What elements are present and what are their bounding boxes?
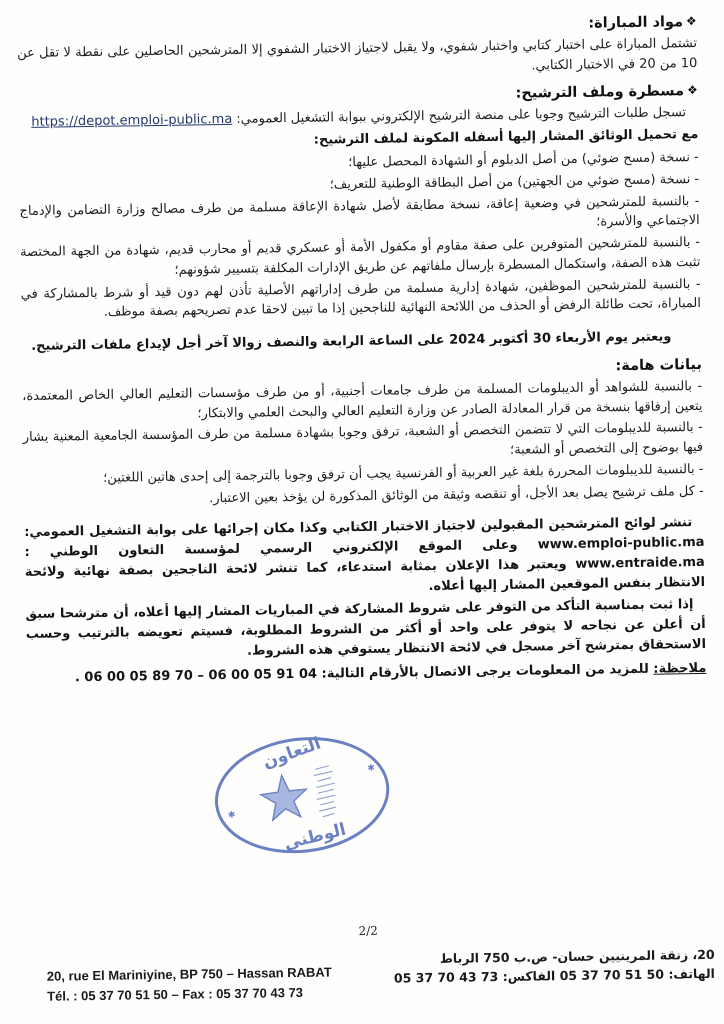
diamond-bullet-icon: ❖ (685, 13, 697, 29)
stamp-tughra-lines (313, 765, 339, 817)
footer-french-address: 20, rue El Mariniyine, BP 750 – Hassan RABAT (46, 964, 332, 984)
page-number: 2/2 (358, 923, 378, 939)
depot-link[interactable]: https://depot.emploi-public.ma (31, 111, 233, 130)
important-notes-heading: بيانات هامة: (615, 356, 702, 374)
remark-label: ملاحظة: (653, 660, 707, 677)
footer-tel-number: 05 37 70 51 50 (559, 966, 665, 984)
note-item: - بالنسبة للديبلومات التي لا تتضمن التخصص أو الشعبة، ترفق وجوبا بشهادة مسلمة من طرف المؤسسة الجامعية المعنية يشار فيها بوضوح إلى التخصص أو الشعبة؛ (22, 420, 704, 458)
remark-end: . (74, 669, 80, 685)
footer-french (47, 963, 332, 1006)
official-stamp (198, 710, 410, 882)
application-procedure-heading-text: مسطرة وملف الترشيح: (515, 82, 685, 102)
stamp-star-icon (259, 773, 309, 822)
document-item: - نسخة (مسح ضوئي) من أصل الدبلوم أو الشهادة المحصل عليها؛ (348, 149, 699, 171)
stamp-graphic (198, 710, 410, 882)
stamp-bottom-text: الوطني (282, 819, 349, 855)
publication-text: ويعتبر هذا الإعلان بمثابة استدعاء، كما تنشر لائحة الناجحين بصفة نهائية ولائحة الانتظار بنفس الموقعين المشار إليها أعلاه. (24, 556, 706, 594)
footer-arabic (394, 945, 716, 989)
phone-number: 06 00 05 89 70 (84, 668, 194, 685)
exam-subjects-heading-text: مواد المباراة: (588, 14, 684, 32)
document-item: - بالنسبة للمترشحين الموظفين، شهادة إدارية مسلمة من طرف إداراتهم الأصلية تأذن لهم دون قيد أو شرط بالمشاركة في المباراة، تحت طائلة الرفض أو الحذف من اللائحة النهائية للناجحين إذا ما تبين لاحقا عدم تصريحهم بصفة موظف. (20, 276, 702, 321)
footer-french-phone-fax: Tél. : 05 37 70 51 50 – Fax : 05 37 70 43 73 (47, 984, 304, 1004)
entraide-url: www.entraide.ma (575, 554, 705, 572)
stamp-top-text: التعاون (260, 733, 324, 773)
remark-text: للمزيد من المعلومات يرجى الاتصال بالأرقام التالية: (321, 661, 649, 682)
publication-text: تنشر لوائح المترشحين المقبولين لاجتياز الاختبار الكتابي وكذا مكان إجرائها على بوابة التشغيل العمومي: (24, 515, 693, 541)
document-item: - بالنسبة للمترشحين في وضعية إعاقة، نسخة مطابقة لأصل شهادة الإعاقة مسلمة من طرف مصالح وزارة التضامن والإدماج الاجتماعي والأسرة؛ (19, 193, 700, 230)
note-item: - بالنسبة للشواهد أو الديبلومات المسلمة من طرف جامعات أجنبية، أو من طرف مؤسسات التعليم العالي الخاص المعتمدة، يتعين إرفاقها بنسخة من قرار المعادلة الصادر عن وزارة التعليم العالي والبحث العلمي والابتكار؛ (22, 378, 703, 421)
deadline-note: ويعتبر يوم الأربعاء 30 أكتوبر 2024 على الساعة الرابعة والنصف زوالا آخر أجل لإيداع ملفات الترشيح. (31, 329, 672, 354)
document-item: - نسخة (مسح ضوئي من الجهتين) من أصل البطاقة الوطنية للتعريف؛ (329, 171, 700, 193)
exam-subjects-text: تشتمل المباراة على اختبار كتابي واختبار شفوي، ولا يقبل لاجتياز الاختبار الشفوي إلا المترشحين الحاصلين على نقطة لا تقل عن 10 من 20 في الاختبار الكتابي. (17, 35, 698, 74)
registration-intro-text: تسجل طلبات الترشيح وجوبا على منصة الترشيح الإلكتروني ببوابة التشغيل العمومي: (236, 104, 687, 127)
documents-intro: مع تحميل الوثائق المشار إليها أسفله المكونة لملف الترشيح: (313, 127, 699, 148)
footer-fax-number: 05 37 70 43 73 (393, 969, 499, 986)
note-item: - بالنسبة للديبلومات المحررة بلغة غير العربية أو الفرنسية يجب أن ترفق وجوبا بالترجمة إلى إحدى هاتين اللغتين؛ (103, 461, 704, 486)
emploi-public-url: www.emploi-public.ma (537, 534, 705, 553)
stamp-asterisk-icon: ✱ (366, 763, 376, 775)
footer-fax-label: الفاكس: (502, 968, 556, 985)
footer-arabic-address: 20، زنقة المرينيين حسان- ص.ب 750 الرباط (439, 946, 715, 966)
diamond-bullet-icon: ❖ (686, 82, 698, 97)
phone-number: 06 00 05 91 04 (208, 666, 318, 683)
replacement-paragraph: إذا ثبت بمناسبة التأكد من التوفر على شروط المشاركة في المباريات المشار إليها أعلاه، أن مترشحا سبق أن أعلن عن نجاحه لا يتوفر على واحد أو أكثر من الشروط المطلوبة، فسيتم تعويضه بالترتيب وحسب الاستحقاق بمترشح آخر مسجل في لائحة الانتظار يستوفي هذه الشروط. (25, 597, 707, 659)
phone-separator: – (197, 667, 205, 683)
footer-tel-label: الهاتف: (668, 966, 715, 982)
document-item: - بالنسبة للمترشحين المتوفرين على صفة مقاوم أو مكفول الأمة أو عسكري قديم أو محارب قديم، شهادة من الجهة المختصة تثبت هذه الصفة، واستكمال المسطرة بإرسال ملفاتهم عن طريق الإدارات المكلفة بتسيير شؤونهم؛ (20, 234, 701, 278)
publication-text: وعلى الموقع الإلكتروني الرسمي لمؤسسة التعاون الوطني : (24, 537, 518, 561)
note-item: - كل ملف ترشيح يصل بعد الأجل، أو تنقصه وثيقة من الوثائق المذكورة لن يؤخذ بعين الاعتبار. (209, 483, 704, 506)
footer-arabic-phone-fax (394, 964, 715, 988)
stamp-asterisk-icon: ✱ (227, 810, 237, 822)
publication-paragraph (24, 513, 705, 602)
